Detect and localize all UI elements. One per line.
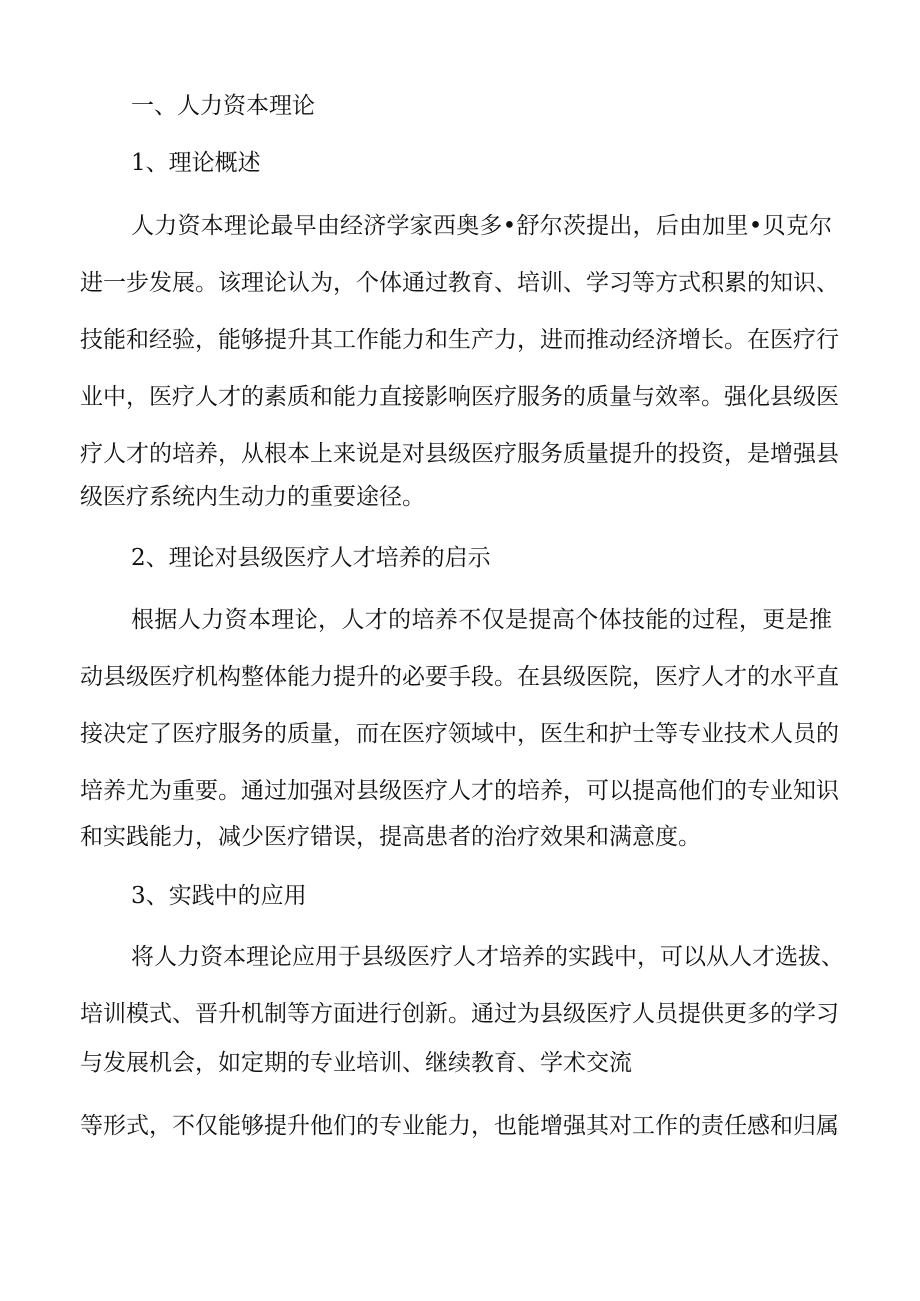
paragraph-3-line-4: 等形式，不仅能够提升他们的专业能力，也能增强其对工作的责任感和归属 xyxy=(80,1113,839,1139)
subheading-theory-overview: 1、理论概述 xyxy=(131,150,261,176)
paragraph-1-line-3: 技能和经验，能够提升其工作能力和生产力，进而推动经济增长。在医疗行 xyxy=(80,327,839,353)
paragraph-3-line-1: 将人力资本理论应用于县级医疗人才培养的实践中，可以从人才选拔、 xyxy=(131,944,844,970)
subheading-theory-implications: 2、理论对县级医疗人才培养的启示 xyxy=(131,545,491,571)
section-heading-human-capital-theory: 一、人力资本理论 xyxy=(131,93,315,119)
paragraph-1-line-4: 业中，医疗人才的素质和能力直接影响医疗服务的质量与效率。强化县级医 xyxy=(80,384,839,410)
paragraph-1-line-1: 人力资本理论最早由经济学家西奥多•舒尔茨提出，后由加里•贝克尔 xyxy=(131,213,832,239)
paragraph-1-line-6: 级医疗系统内生动力的重要途径。 xyxy=(80,484,425,510)
paragraph-3-line-2: 培训模式、晋升机制等方面进行创新。通过为县级医疗人员提供更多的学习 xyxy=(80,1001,839,1027)
subheading-practical-application: 3、实践中的应用 xyxy=(131,883,307,909)
paragraph-2-line-1: 根据人力资本理论，人才的培养不仅是提高个体技能的过程，更是推 xyxy=(131,607,832,633)
paragraph-2-line-2: 动县级医疗机构整体能力提升的必要手段。在县级医院，医疗人才的水平直 xyxy=(80,664,839,690)
paragraph-2-line-3: 接决定了医疗服务的质量，而在医疗领域中，医生和护士等专业技术人员的 xyxy=(80,721,839,747)
paragraph-1-line-2: 进一步发展。该理论认为，个体通过教育、培训、学习等方式积累的知识、 xyxy=(80,270,839,296)
paragraph-1-line-5: 疗人才的培养，从根本上来说是对县级医疗服务质量提升的投资，是增强县 xyxy=(80,441,839,467)
paragraph-2-line-5: 和实践能力，减少医疗错误，提高患者的治疗效果和满意度。 xyxy=(80,824,701,850)
paragraph-2-line-4: 培养尤为重要。通过加强对县级医疗人才的培养，可以提高他们的专业知识 xyxy=(80,778,839,804)
paragraph-3-line-3: 与发展机会，如定期的专业培训、继续教育、学术交流 xyxy=(80,1050,632,1076)
